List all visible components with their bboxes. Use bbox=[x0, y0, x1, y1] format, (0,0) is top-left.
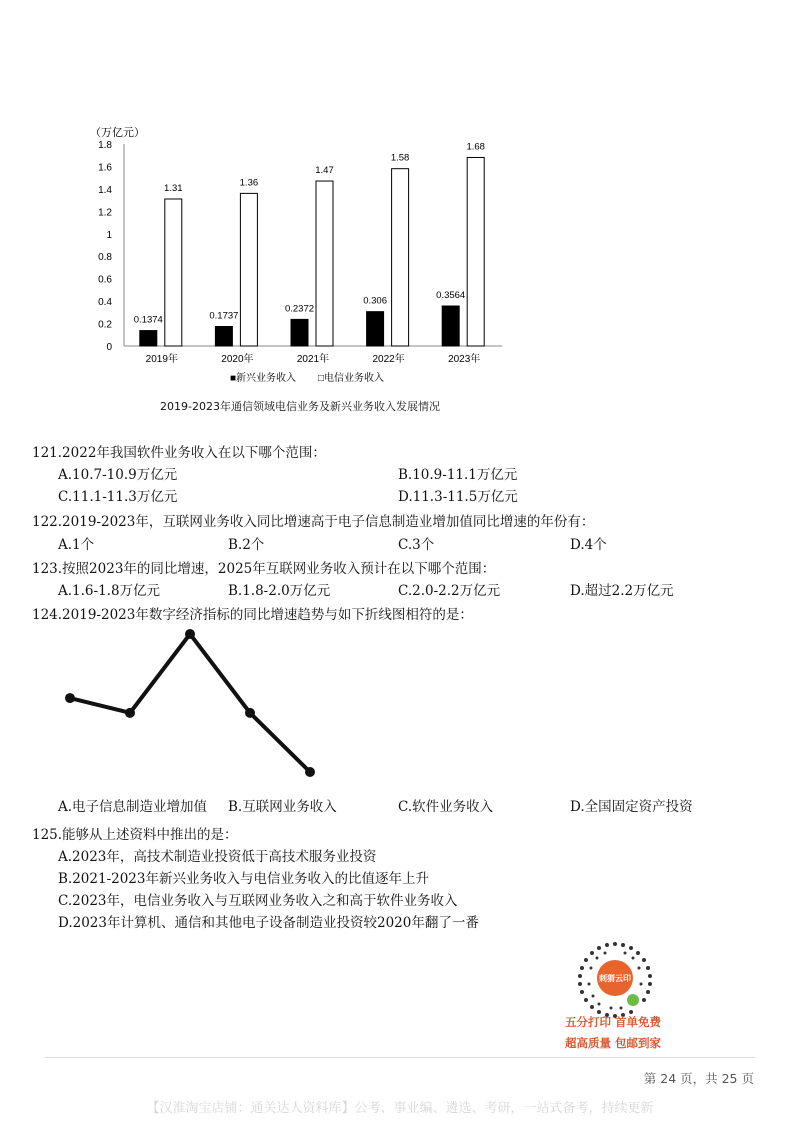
chart-caption: 2019-2023年通信领域电信业务及新兴业务收入发展情况 bbox=[160, 400, 440, 413]
y-tick-label: 1.2 bbox=[98, 207, 112, 219]
bar-new-business bbox=[140, 331, 157, 346]
bar-new-business bbox=[291, 319, 308, 346]
question-122-option-a[interactable]: A.1个 bbox=[58, 537, 95, 553]
bars-group bbox=[134, 141, 485, 346]
trend-point bbox=[305, 767, 315, 777]
bar-new-business bbox=[215, 327, 232, 346]
promo-line-2: 超高质量 包邮到家 bbox=[565, 1036, 662, 1050]
question-122-stem: 122.2019-2023年，互联网业务收入同比增速高于电子信息制造业增加值同比增速的年份有： bbox=[32, 514, 595, 530]
page-number: 第 24 页，共 25 页 bbox=[643, 1071, 754, 1086]
y-axis-ticks bbox=[98, 140, 112, 353]
x-tick-label: 2020年 bbox=[221, 354, 254, 365]
bar-data-label: 1.36 bbox=[239, 177, 259, 189]
question-123-option-a[interactable]: A.1.6-1.8万亿元 bbox=[58, 583, 161, 599]
question-123-option-b[interactable]: B.1.8-2.0万亿元 bbox=[228, 583, 331, 599]
y-tick-label: 0 bbox=[106, 342, 112, 353]
y-tick-label: 1.4 bbox=[98, 184, 112, 196]
question-124-option-a[interactable]: A.电子信息制造业增加值 bbox=[58, 799, 208, 815]
bar-data-label: 0.2372 bbox=[284, 303, 315, 315]
y-tick-label: 0.8 bbox=[98, 252, 112, 264]
bar-chart bbox=[80, 120, 520, 390]
promo-qr-code[interactable] bbox=[575, 940, 655, 1020]
x-tick-label: 2022年 bbox=[372, 354, 405, 365]
question-121-option-a[interactable]: A.10.7-10.9万亿元 bbox=[58, 467, 178, 483]
legend-item-new-business: ■新兴业务收入 bbox=[230, 373, 297, 384]
trend-line-chart bbox=[50, 620, 350, 790]
bar-new-business bbox=[367, 312, 384, 346]
question-121-option-b[interactable]: B.10.9-11.1万亿元 bbox=[398, 467, 518, 483]
y-tick-label: 0.4 bbox=[98, 297, 112, 309]
trend-line bbox=[70, 634, 310, 772]
trend-point bbox=[65, 693, 75, 703]
question-122-option-d[interactable]: D.4个 bbox=[570, 537, 607, 553]
bar-data-label: 0.1374 bbox=[133, 314, 163, 326]
question-123-stem: 123.按照2023年的同比增速，2025年互联网业务收入预计在以下哪个范围： bbox=[32, 561, 496, 577]
y-tick-label: 0.6 bbox=[98, 274, 112, 286]
trend-point bbox=[125, 708, 135, 718]
bar-data-label: 0.306 bbox=[363, 295, 387, 307]
bar-new-business bbox=[442, 306, 459, 346]
y-tick-label: 0.2 bbox=[98, 319, 112, 331]
y-tick-label: 1 bbox=[106, 229, 112, 241]
question-125-option-c[interactable]: C.2023年，电信业务收入与互联网业务收入之和高于软件业务收入 bbox=[58, 893, 458, 909]
qr-code-icon bbox=[575, 940, 655, 1020]
promo-badge-text: 刺猬云印 bbox=[599, 974, 631, 983]
question-125-option-a[interactable]: A.2023年，高技术制造业投资低于高技术服务业投资 bbox=[58, 849, 377, 865]
question-125-option-d[interactable]: D.2023年计算机、通信和其他电子设备制造业投资较2020年翻了一番 bbox=[58, 915, 479, 931]
bar-telecom-business bbox=[240, 193, 257, 346]
bar-data-label: 1.47 bbox=[315, 165, 334, 177]
question-123-option-d[interactable]: D.超过2.2万亿元 bbox=[570, 583, 674, 599]
y-tick-label: 1.6 bbox=[98, 162, 112, 174]
x-axis-labels bbox=[146, 352, 481, 365]
bar-data-label: 1.58 bbox=[390, 152, 410, 164]
question-124-option-b[interactable]: B.互联网业务收入 bbox=[228, 799, 337, 815]
trend-point bbox=[245, 708, 255, 718]
question-122-option-b[interactable]: B.2个 bbox=[228, 537, 265, 553]
x-tick-label: 2023年 bbox=[448, 354, 481, 365]
bar-data-label: 0.3564 bbox=[436, 290, 466, 302]
question-124-stem: 124.2019-2023年数字经济指标的同比增速趋势与如下折线图相符的是： bbox=[32, 607, 473, 623]
bar-data-label: 0.1737 bbox=[209, 310, 239, 322]
y-axis-unit-label: （万亿元） bbox=[90, 127, 145, 139]
bar-telecom-business bbox=[316, 181, 333, 346]
question-121-stem: 121.2022年我国软件业务收入在以下哪个范围： bbox=[32, 445, 326, 461]
question-121-option-d[interactable]: D.11.3-11.5万亿元 bbox=[398, 489, 518, 505]
legend-item-telecom-business: □电信业务收入 bbox=[318, 373, 385, 384]
question-125-stem: 125.能够从上述资料中推出的是： bbox=[32, 827, 238, 843]
trend-point bbox=[185, 629, 195, 639]
promo-line-1: 五分打印 首单免费 bbox=[565, 1015, 662, 1029]
bar-data-label: 1.68 bbox=[466, 141, 485, 153]
question-123-option-c[interactable]: C.2.0-2.2万亿元 bbox=[398, 583, 501, 599]
question-124-option-c[interactable]: C.软件业务收入 bbox=[398, 799, 494, 815]
legend bbox=[230, 371, 384, 384]
bar-telecom-business bbox=[165, 199, 182, 346]
question-125-option-b[interactable]: B.2021-2023年新兴业务收入与电信业务收入的比值逐年上升 bbox=[58, 871, 429, 887]
footer-divider bbox=[45, 1057, 755, 1058]
x-tick-label: 2019年 bbox=[145, 354, 178, 365]
y-tick-label: 1.8 bbox=[98, 140, 112, 151]
bar-telecom-business bbox=[467, 157, 484, 346]
x-tick-label: 2021年 bbox=[296, 354, 330, 365]
bar-telecom-business bbox=[392, 169, 409, 346]
question-121-option-c[interactable]: C.11.1-11.3万亿元 bbox=[58, 489, 178, 505]
question-122-option-c[interactable]: C.3个 bbox=[398, 537, 435, 553]
bar-data-label: 1.31 bbox=[164, 182, 183, 194]
question-124-option-d[interactable]: D.全国固定资产投资 bbox=[570, 799, 693, 815]
footer-watermark: 【汉淮淘宝店铺：通关达人资料库】公考、事业编、遴选、考研，一站式备考，持续更新 bbox=[146, 1101, 654, 1116]
